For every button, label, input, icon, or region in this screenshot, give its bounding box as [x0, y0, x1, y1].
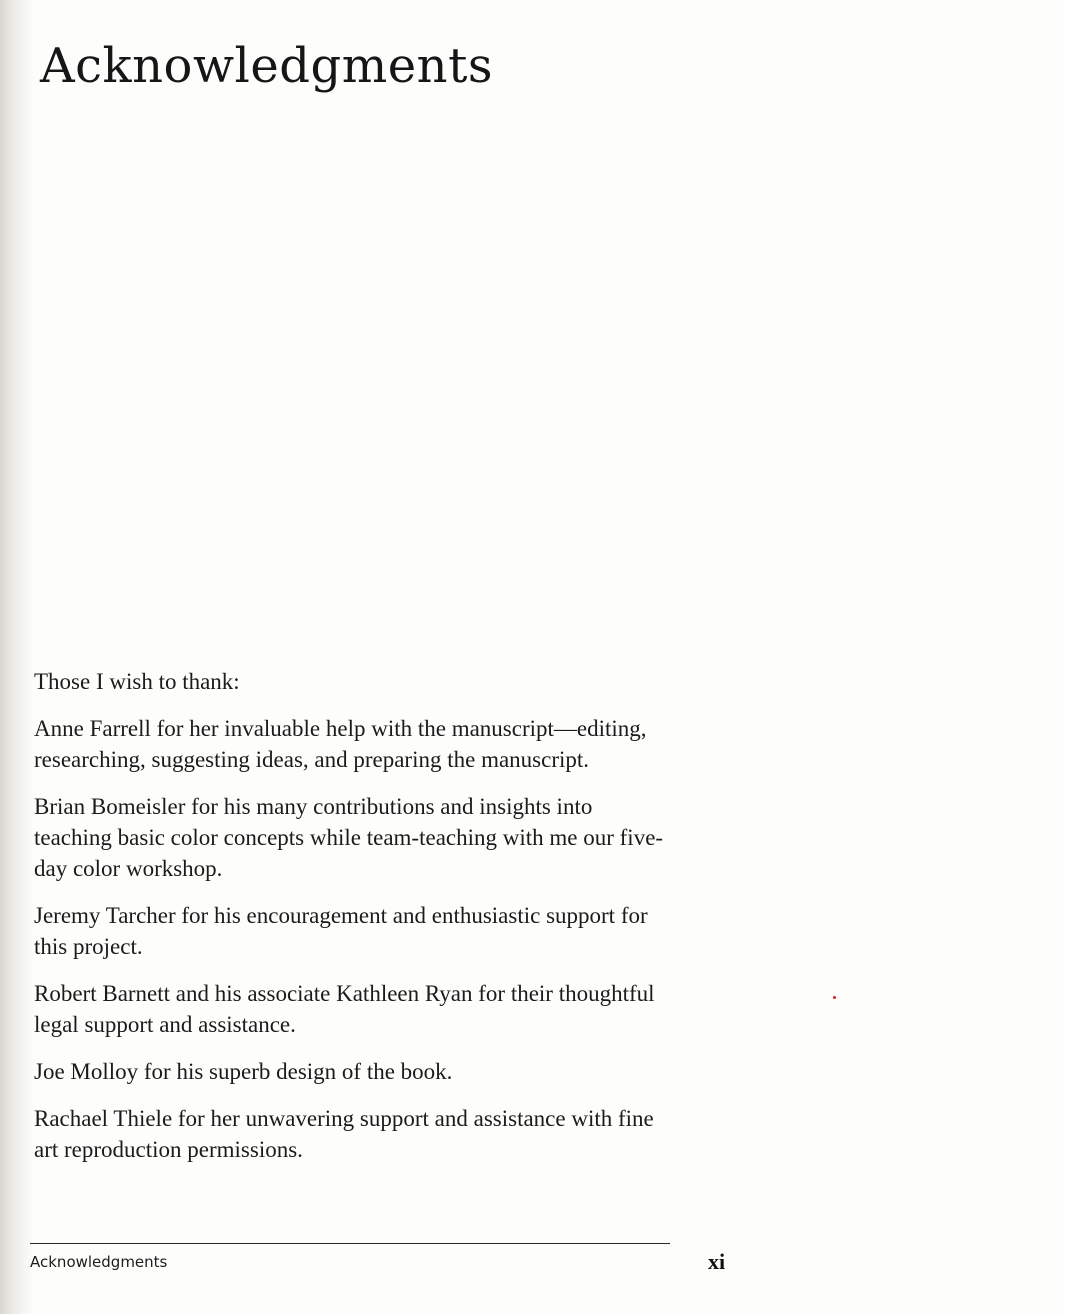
page-number: xi	[708, 1249, 726, 1274]
paragraph-anne-farrell: Anne Farrell for her invaluable help with the manuscript—editing, researching, suggesting ideas, and preparing the manuscript.	[34, 716, 647, 772]
running-head: Acknowledgments	[30, 1253, 168, 1271]
print-speck	[833, 996, 836, 999]
acknowledgments-body	[34, 666, 674, 1181]
paragraph-robert-barnett: Robert Barnett and his associate Kathleen Ryan for their thoughtful legal support and assistance.	[34, 981, 655, 1037]
paragraph-jeremy-tarcher: Jeremy Tarcher for his encouragement and enthusiastic support for this project.	[34, 903, 648, 959]
page-title: Acknowledgments	[40, 38, 493, 94]
footer-divider	[30, 1243, 670, 1244]
paragraph-brian-bomeisler: Brian Bomeisler for his many contributions and insights into teaching basic color concepts while team-teaching with me our five-day color workshop.	[34, 794, 664, 881]
paragraph-rachael-thiele: Rachael Thiele for her unwavering support and assistance with fine art reproduction permissions.	[34, 1106, 654, 1162]
paragraph-joe-molloy: Joe Molloy for his superb design of the book.	[34, 1059, 453, 1084]
paragraph-intro: Those I wish to thank:	[34, 669, 240, 694]
book-gutter-shadow	[0, 0, 34, 1314]
